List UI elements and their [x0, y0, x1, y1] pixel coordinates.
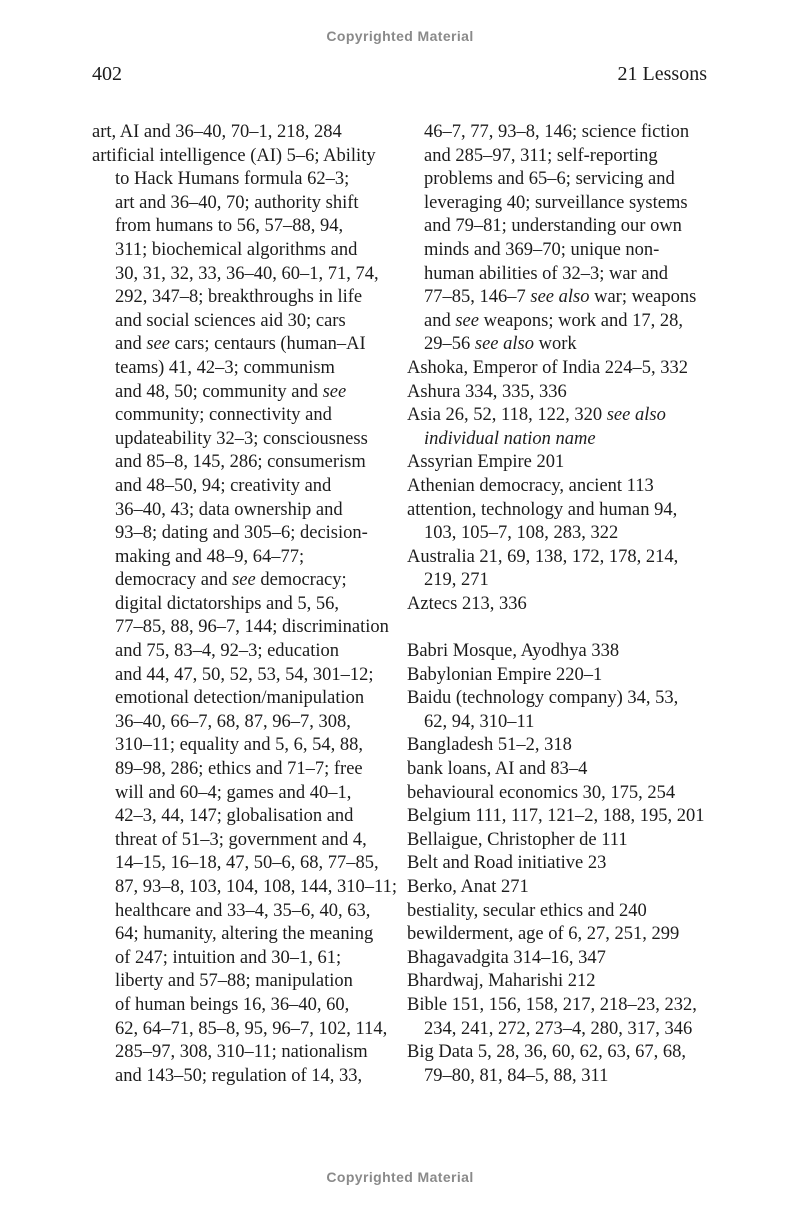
index-text: democracy;	[255, 570, 347, 591]
index-line	[407, 805, 710, 829]
index-line	[407, 711, 710, 735]
index-text: community; connectivity and	[115, 405, 332, 426]
index-text: cars; centaurs (human–AI	[169, 334, 366, 355]
index-text: Baidu (technology company) 34, 53,	[407, 688, 679, 709]
index-line	[407, 263, 710, 287]
index-line	[92, 381, 394, 405]
index-text: Athenian democracy, ancient 113	[407, 475, 654, 496]
index-line	[407, 970, 710, 994]
index-line	[92, 451, 394, 475]
index-line	[407, 428, 710, 452]
index-text: art and 36–40, 70; authority shift	[115, 192, 359, 213]
index-text: Australia 21, 69, 138, 172, 178, 214,	[407, 546, 679, 567]
index-text: and 79–81; understanding our own	[424, 216, 682, 237]
index-line	[407, 1041, 710, 1065]
index-text: democracy and	[115, 570, 233, 591]
index-text: 285–97, 308, 310–11; nationalism	[115, 1042, 368, 1063]
index-line	[407, 640, 710, 664]
index-text: Bible 151, 156, 158, 217, 218–23, 232,	[407, 994, 697, 1015]
index-line	[407, 593, 710, 617]
index-line	[92, 168, 394, 192]
index-text: bank loans, AI and 83–4	[407, 759, 588, 780]
index-text: Ashura 334, 335, 336	[407, 381, 567, 402]
index-line	[92, 758, 394, 782]
index-line	[407, 758, 710, 782]
index-text: leveraging 40; surveillance systems	[424, 192, 688, 213]
index-line	[92, 1018, 394, 1042]
index-line	[407, 499, 710, 523]
index-text: teams) 41, 42–3; communism	[115, 357, 335, 378]
index-column-left	[92, 121, 397, 1088]
index-text: and	[115, 334, 147, 355]
index-text: Babylonian Empire 220–1	[407, 664, 603, 685]
index-text: and 48–50, 94; creativity and	[115, 475, 332, 496]
index-text: emotional detection/manipulation	[115, 688, 365, 709]
index-line	[92, 829, 394, 853]
index-line	[92, 947, 394, 971]
index-text-italic: see	[455, 310, 479, 331]
page-number: 402	[92, 63, 122, 85]
index-line	[407, 947, 710, 971]
index-line	[407, 923, 710, 947]
index-text: and 48, 50; community and	[115, 381, 323, 402]
index-text: war; weapons	[589, 287, 697, 308]
index-line	[92, 215, 394, 239]
index-line	[407, 782, 710, 806]
index-text: 311; biochemical algorithms and	[115, 239, 358, 260]
index-text: 234, 241, 272, 273–4, 280, 317, 346	[424, 1018, 693, 1039]
index-text: Assyrian Empire 201	[407, 452, 565, 473]
index-text: of human beings 16, 36–40, 60,	[115, 994, 350, 1015]
index-text: 93–8; dating and 305–6; decision-	[115, 523, 368, 544]
index-line	[407, 522, 710, 546]
index-line	[407, 286, 710, 310]
index-column-right	[407, 121, 710, 1088]
index-line	[92, 404, 394, 428]
index-text: work	[533, 334, 577, 355]
index-text: and social sciences aid 30; cars	[115, 310, 346, 331]
index-text: 79–80, 81, 84–5, 88, 311	[424, 1065, 609, 1086]
index-text: art, AI and 36–40, 70–1, 218, 284	[92, 122, 342, 142]
index-text: 89–98, 286; ethics and 71–7; free	[115, 759, 363, 780]
index-line	[92, 640, 394, 664]
index-text-italic: individual nation name	[424, 428, 596, 449]
index-line	[92, 333, 394, 357]
index-text: weapons; work and 17, 28,	[478, 310, 683, 331]
index-text: digital dictatorships and 5, 56,	[115, 593, 340, 614]
index-text-italic: see	[232, 570, 256, 591]
index-text: 62, 64–71, 85–8, 95, 96–7, 102, 114,	[115, 1018, 388, 1039]
index-line	[92, 239, 394, 263]
index-line	[92, 522, 394, 546]
index-text: human abilities of 32–3; war and	[424, 263, 669, 284]
index-line	[407, 192, 710, 216]
index-text: making and 48–9, 64–77;	[115, 546, 305, 567]
index-line	[92, 475, 394, 499]
index-line	[407, 168, 710, 192]
index-line	[407, 900, 710, 924]
index-text-italic: see	[322, 381, 347, 402]
index-text: healthcare and 33–4, 35–6, 40, 63,	[115, 900, 371, 921]
index-line	[407, 310, 710, 334]
copyright-notice-top: Copyrighted Material	[326, 28, 474, 44]
index-text: Big Data 5, 28, 36, 60, 62, 63, 67, 68,	[407, 1042, 687, 1063]
index-text: 36–40, 43; data ownership and	[115, 499, 343, 520]
index-line	[92, 876, 397, 900]
index-line	[92, 286, 394, 310]
index-line	[407, 569, 710, 593]
index-line	[407, 239, 710, 263]
index-text: 62, 94, 310–11	[424, 711, 535, 732]
index-line	[407, 734, 710, 758]
index-text: Bhardwaj, Maharishi 212	[407, 971, 596, 992]
index-text: bestiality, secular ethics and 240	[407, 900, 647, 921]
index-line	[407, 215, 710, 239]
index-text: and 285–97, 311; self-reporting	[424, 145, 658, 166]
index-line	[92, 852, 394, 876]
index-line	[92, 593, 394, 617]
index-line	[92, 499, 394, 523]
index-line	[92, 805, 394, 829]
index-line	[92, 923, 394, 947]
index-text: 64; humanity, altering the meaning	[115, 924, 374, 945]
index-text: 14–15, 16–18, 47, 50–6, 68, 77–85,	[115, 853, 379, 874]
index-line	[407, 546, 710, 570]
index-line	[407, 404, 710, 428]
index-text: 77–85, 88, 96–7, 144; discrimination	[115, 617, 389, 638]
index-text: bewilderment, age of 6, 27, 251, 299	[407, 924, 680, 945]
index-line	[92, 546, 394, 570]
index-text: 42–3, 44, 147; globalisation and	[115, 806, 354, 827]
index-line	[92, 1065, 394, 1089]
index-text: will and 60–4; games and 40–1,	[115, 782, 352, 803]
index-line	[92, 616, 394, 640]
index-text: Bhagavadgita 314–16, 347	[407, 947, 606, 968]
index-text: to Hack Humans formula 62–3;	[115, 169, 350, 190]
index-text: 77–85, 146–7	[424, 287, 531, 308]
running-head: 21 Lessons	[617, 63, 707, 85]
index-text: Belgium 111, 117, 121–2, 188, 195, 201	[407, 806, 705, 827]
index-text-italic: see also	[474, 334, 534, 355]
index-line	[92, 310, 394, 334]
index-line	[92, 994, 394, 1018]
index-text: and 44, 47, 50, 52, 53, 54, 301–12;	[115, 664, 374, 685]
index-text: and 75, 83–4, 92–3; education	[115, 641, 340, 662]
index-line	[407, 664, 710, 688]
index-line	[92, 664, 394, 688]
index-text: and 143–50; regulation of 14, 33,	[115, 1065, 363, 1086]
index-text: from humans to 56, 57–88, 94,	[115, 216, 344, 237]
index-text: 219, 271	[424, 570, 489, 591]
index-text: 310–11; equality and 5, 6, 54, 88,	[115, 735, 364, 756]
index-line	[407, 475, 710, 499]
index-line	[407, 1065, 710, 1089]
index-line	[407, 876, 710, 900]
index-text: threat of 51–3; government and 4,	[115, 829, 367, 850]
index-text: Bellaigue, Christopher de 111	[407, 829, 628, 850]
index-text: liberty and 57–88; manipulation	[115, 971, 353, 992]
index-text: 46–7, 77, 93–8, 146; science fiction	[424, 122, 690, 142]
index-text: Ashoka, Emperor of India 224–5, 332	[407, 357, 689, 378]
index-line	[407, 829, 710, 853]
index-text-italic: see also	[606, 405, 666, 426]
index-text: Berko, Anat 271	[407, 877, 529, 897]
index-line	[92, 145, 394, 169]
index-text: 87, 93–8, 103, 104, 108, 144, 310–11;	[115, 877, 397, 897]
index-line	[407, 994, 710, 1018]
index-text: Asia 26, 52, 118, 122, 320	[407, 405, 607, 426]
index-text-italic: see	[146, 334, 170, 355]
index-line	[407, 687, 710, 711]
index-line	[92, 782, 394, 806]
index-line	[92, 192, 394, 216]
index-text: and	[424, 310, 456, 331]
index-line	[92, 900, 394, 924]
index-line	[407, 357, 710, 381]
index-line	[92, 357, 394, 381]
index-line	[92, 687, 394, 711]
index-line	[407, 381, 710, 405]
index-text: behavioural economics 30, 175, 254	[407, 782, 676, 803]
index-text-italic: see also	[530, 287, 590, 308]
index-text: 292, 347–8; breakthroughs in life	[115, 287, 363, 308]
index-line	[92, 970, 394, 994]
index-text: attention, technology and human 94,	[407, 499, 678, 520]
index-text: artificial intelligence (AI) 5–6; Ability	[92, 145, 376, 166]
index-text: 29–56	[424, 334, 475, 355]
index-line	[407, 121, 710, 145]
index-line	[92, 121, 394, 145]
index-text: and 85–8, 145, 286; consumerism	[115, 452, 366, 473]
index-line	[92, 428, 394, 452]
index-line-blank	[407, 616, 710, 640]
index-text: minds and 369–70; unique non-	[424, 239, 660, 260]
index-line	[92, 1041, 394, 1065]
index-text: Babri Mosque, Ayodhya 338	[407, 641, 620, 662]
index-text: 36–40, 66–7, 68, 87, 96–7, 308,	[115, 711, 351, 732]
index-line	[407, 333, 710, 357]
index-line	[407, 1018, 710, 1042]
index-text: Bangladesh 51–2, 318	[407, 735, 572, 756]
index-text: updateability 32–3; consciousness	[115, 428, 368, 449]
index-text: of 247; intuition and 30–1, 61;	[115, 947, 342, 968]
index-text: 103, 105–7, 108, 283, 322	[424, 523, 619, 544]
index-line	[92, 263, 394, 287]
index-text: 30, 31, 32, 33, 36–40, 60–1, 71, 74,	[115, 263, 379, 284]
index-text: Belt and Road initiative 23	[407, 853, 607, 874]
index-text: Aztecs 213, 336	[407, 593, 527, 614]
index-line	[92, 569, 394, 593]
index-line	[407, 451, 710, 475]
index-line	[92, 734, 394, 758]
index-line	[92, 711, 394, 735]
index-line	[407, 145, 710, 169]
index-line	[407, 852, 710, 876]
index-text: problems and 65–6; servicing and	[424, 169, 675, 190]
copyright-notice-bottom: Copyrighted Material	[326, 1169, 474, 1185]
